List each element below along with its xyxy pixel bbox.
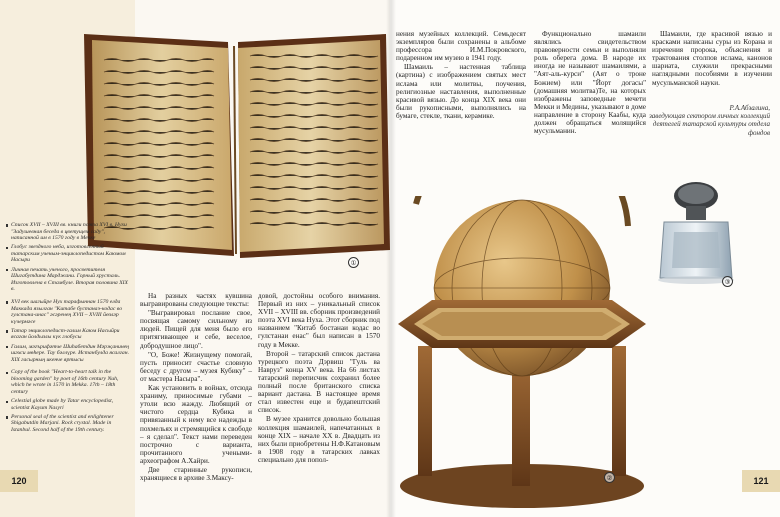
photo-number-book: ① (348, 257, 359, 268)
photo-number-inkwell: ③ (722, 276, 733, 287)
caption-tt-1: XVI век шагыйре Нух тарафыннан 1570 елда Маккада язылган "Китабе бустанаэ-кодас во гулстана-инас" әсәренең XVII – XVIII йөзләр күчермәсе (6, 299, 130, 325)
paragraph: довой, достойны особого внимания. Первый из них – уникальный список XVII – XVIII вв. сборник произведений поэта XVI века Нуха. Этот сборник под названием "Китаб бостанаи кодас во гулстанаи енас" был написан в 1570 году в Мекке. (258, 292, 380, 349)
paragraph: Шамаили, где красивой вязью и красками написаны суры из Корана и изречения пророка, объяснения и трактования столпов ислама, канонов шариата, служили прекрасными наглядными пособиями в изучении мусульманской науки. (652, 30, 772, 87)
caption-ru-3: Личная печать ученого, просветителя Шигабутдина Марджани. Горный хрусталь. Изготовлена в Стамбуле. Вторая половина XIX в. (6, 267, 130, 293)
right-text-column-2 (534, 30, 646, 136)
paragraph: На разных частях кувшина выгравированы следующие тексты: (140, 292, 252, 309)
photo-number-globe: ② (604, 472, 615, 483)
paragraph: В музее хранится довольно большая коллекция шамаилей, напечатанных в конце XIX – начале XX в. Двадцать из них были приобретены Н.Ф.Катановым в 1908 году в татарских лавках специально для попол- (258, 415, 380, 464)
author-role: заведующая сектором личных коллекций деятелей татарской культуры отдела фондов (649, 112, 770, 137)
paragraph: Как установить в войнах, отсюда храниму, приносимые губами – утоли всю жажду. Любящий от чистого сердца Кубика и привязанный к нему все надежды в похмельях и стремящийся к свободе – я сделал". Текст нами переведен построчно с варианта, прочитанного учеными-археографом А.Хайри. (140, 384, 252, 465)
right-text-column-3 (652, 30, 772, 88)
photo-captions (6, 222, 130, 436)
left-text-column-2 (258, 292, 380, 465)
page-number-left: 120 (0, 470, 38, 492)
paragraph: Две старинные рукописи, хранящиеся в архиве З.Максу- (140, 465, 252, 483)
caption-en-1: Copy of the book "Heart-to-heart talk in the blooming garden" by poet of 16th century Nuh, which he wrote in 1570 in Mekka. 17th – 18th century (6, 369, 130, 395)
caption-en-2: Celestial globe made by Tatar encyclopedist, scientist Kayum Nasyri (6, 398, 130, 411)
paragraph: Функционально шамаили являлись свидетельством правоверности семьи и выполняли роль оберега дома. В народе их иногда не называют шамаилями, а "Аят-аль-курси" (Аят о троне Божием) или "Йорт догасы" (домашняя молитва)Те, на которых изображены заповедные мечети Мекки и Медины, указывают в доме направление в сторону Каабы, куда должен обращаться молящийся мусульманин. (534, 30, 646, 136)
caption-ru-2: Глобус звездного неба, изготовленный татарским ученым-энциклопедистом Каюмом Насыри (6, 244, 130, 264)
left-text-column-1 (140, 292, 252, 483)
celestial-globe-photo (392, 196, 652, 514)
caption-tt-3: Галим, мәгърифәтче Шиһабетдин Мәрҗанинең шәхси мөһере. Тау бәллүре. Истанбулда ясалган. XIX гасырның икенче яртысы (6, 344, 130, 364)
author-attribution (640, 104, 770, 137)
paragraph: "О, Боже! Жизнущему помогай, пусть приносит счастье словную беседу с другом – музея Кубику" – от мастера Насыра". (140, 350, 252, 383)
crystal-seal-photo (656, 178, 738, 286)
paragraph: "Выгравировал послание свое, посвящая самому сильному из людей. Пищей для меня было его притягивающее и себе, веселое, добродушное лицо". (140, 309, 252, 350)
paragraph: Шамаиль – настенная таблица (картина) с изображением святых мест ислама или молитвы, поучения, религиозные наставления, выполненные красивой вязью. До конца XIX века они были рукописными, выполнялись на бумаге, стекле, ткани, керамике. (396, 63, 526, 120)
caption-en-3: Personal seal of the scientist and enlightener Shigabutdin Marjani. Rock crystal. Made in Istanbul. Second half of the 19th century. (6, 414, 130, 434)
paragraph: Второй – татарский список дастана турецкого поэта Дэрвиш "Гуль ва Навруз" конца XV века. На 66 листах татарский переписчик сохранил более полный после британского списка вариант дастана. В настоящее время стал известен еще и будапештский список. (258, 349, 380, 415)
right-text-column-1 (396, 30, 526, 121)
paragraph: нения музейных коллекций. Семьдесят экземпляров были сохранены в альбоме профессора И.М.Покровского, подаренном им музею в 1941 году. (396, 30, 526, 63)
caption-ru-1: Список XVII – XVIII вв. книги поэта XVI в. Нухи "Задушевная беседа в цветущем саду", написанной им в 1570 году в Мекке (6, 222, 130, 242)
page-number-right: 121 (742, 470, 780, 492)
caption-tt-2: Татар энциклопедист-галим Каюм Насыйри ясаган йолдызлы күк глобусы (6, 328, 130, 341)
author-name: Р.А.Абзалина, (729, 104, 770, 112)
